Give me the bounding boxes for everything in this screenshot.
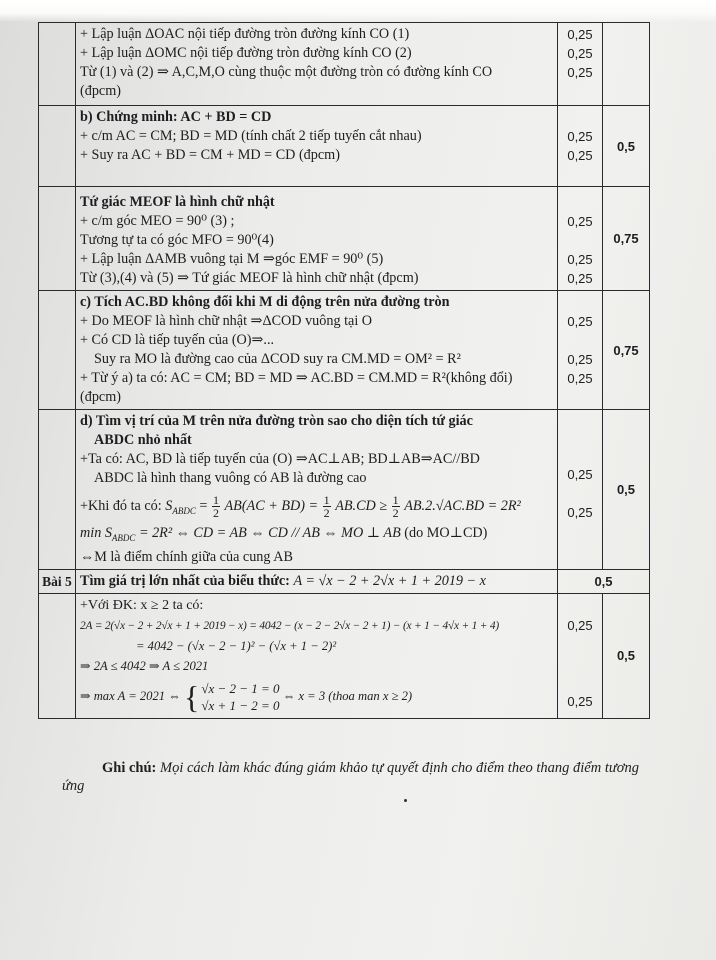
content-line: +Ta có: AC, BD là tiếp tuyến của (O) ⇒AC⊥AB; BD⊥AB⇒AC//BD: [80, 451, 480, 467]
formula-line: = 4042 − (√x − 2 − 1)² − (√x + 1 − 2)²: [136, 638, 337, 653]
footnote-text: Mọi cách làm khác đúng giám khảo tự quyết định cho điểm theo thang điểm tương: [156, 760, 640, 776]
content-line: Từ (1) và (2) ⇒ A,C,M,O cùng thuộc một đường tròn có đường kính CO: [80, 64, 493, 80]
formula-text: = 2R² ⇔ CD = AB ⇔ CD // AB ⇔ MO ⊥ AB: [135, 525, 401, 541]
formula-line: ⇒ 2A ≤ 4042 ⇒ A ≤ 2021: [80, 658, 209, 673]
total-cell: 0,75: [603, 291, 650, 410]
content-line: + Do MEOF là hình chữ nhật ⇒ΔCOD vuông tại O: [80, 313, 373, 329]
score-blank: [558, 484, 602, 503]
content-cell: [76, 187, 558, 291]
section-heading: ABDC nhỏ nhất: [94, 432, 192, 448]
problem-statement: [80, 572, 554, 591]
score-value: 0,25: [567, 27, 593, 42]
score-blank: [558, 331, 602, 350]
footnote: [102, 758, 662, 778]
formula-line: 2A = 2(√x − 2 + 2√x + 1 + 2019 − x) = 4042 − (x − 2 − 2√x − 2 + 1) − (x + 1 − 4√x + 1 + 4): [80, 619, 499, 632]
total-cell: 0,75: [603, 187, 650, 291]
score-cell: [558, 410, 603, 570]
total-cell: 0,5: [603, 410, 650, 570]
score-value: 0,25: [567, 46, 593, 61]
label-cell: [39, 593, 76, 718]
total-cell: [603, 23, 650, 106]
fraction: [212, 494, 220, 519]
content-line: + c/m góc MEO = 90⁰ (3) ;: [80, 213, 235, 229]
table-row: [39, 569, 650, 593]
formula-line: [80, 676, 554, 716]
footnote-label: Ghi chú:: [102, 760, 157, 776]
formula-line: [80, 524, 554, 548]
score-value: 0,25: [567, 252, 593, 267]
fraction-denominator: 2: [323, 506, 330, 521]
content-line: Suy ra MO là đường cao của ΔCOD suy ra CM.MD = OM² = R²: [94, 351, 461, 367]
table-row: [39, 291, 650, 410]
fraction: [392, 494, 400, 519]
score-cell: [558, 23, 603, 106]
section-heading: Tứ giác MEOF là hình chữ nhật: [80, 194, 275, 210]
label-cell: [39, 291, 76, 410]
total-cell: 0,5: [558, 569, 650, 593]
problem-formula: A = √x − 2 + 2√x + 1 + 2019 − x: [293, 572, 486, 589]
table-row: [39, 410, 650, 570]
score-value: 0,25: [567, 371, 593, 386]
table-row: [39, 106, 650, 187]
formula-text: min S: [80, 525, 112, 541]
equation-system: [201, 680, 279, 714]
formula-subscript: ABDC: [172, 505, 196, 516]
content-line: +Với ĐK: x ≥ 2 ta có:: [80, 597, 204, 613]
content-cell: [76, 569, 558, 593]
equation: √x + 1 − 2 = 0: [201, 697, 280, 713]
paper-top-edge: [0, 0, 716, 22]
content-line: + c/m AC = CM; BD = MD (tính chất 2 tiếp tuyến cắt nhau): [80, 128, 422, 144]
content-line: + Lập luận ΔOAC nội tiếp đường tròn đường kính CO (1): [80, 26, 410, 42]
content-line: (đpcm): [80, 83, 121, 99]
content-line: + Từ ý a) ta có: AC = CM; BD = MD ⇒ AC.BD = CM.MD = R²(không đổi): [80, 370, 513, 386]
table-row: [39, 23, 650, 106]
label-cell: [39, 187, 76, 291]
score-cell: [558, 106, 603, 187]
score-blank: [558, 654, 602, 673]
score-value: 0,25: [567, 129, 593, 144]
score-cell: [558, 291, 603, 410]
score-cell: [558, 593, 603, 718]
footnote-continuation: ứng: [62, 778, 85, 794]
formula-text: AB.2.√AC.BD = 2R²: [404, 498, 521, 514]
fraction-numerator: 1: [212, 493, 219, 508]
fraction-denominator: 2: [212, 506, 219, 521]
section-heading: d) Tìm vị trí của M trên nửa đường tròn sao cho diện tích tứ giác: [80, 413, 473, 429]
problem-label: Bài 5: [39, 569, 76, 593]
label-cell: [39, 410, 76, 570]
score-blank: [558, 231, 602, 250]
score-value: 0,25: [567, 271, 593, 286]
score-value: 0,25: [567, 505, 593, 520]
brace-symbol: {: [183, 678, 200, 715]
formula-text: (do MO⊥CD): [400, 525, 488, 541]
content-line: ⇔M là điểm chính giữa của cung AB: [80, 548, 293, 565]
formula-text: +Khi đó ta có:: [80, 498, 162, 514]
fraction: [323, 494, 331, 519]
score-value: 0,25: [567, 65, 593, 80]
section-heading: b) Chứng minh: AC + BD = CD: [80, 109, 272, 125]
score-value: 0,25: [567, 352, 593, 367]
content-cell: [76, 106, 558, 187]
equation: √x − 2 − 1 = 0: [201, 680, 280, 696]
score-value: 0,25: [567, 693, 593, 709]
content-line: Từ (3),(4) và (5) ⇒ Tứ giác MEOF là hình chữ nhật (đpcm): [80, 270, 419, 286]
score-value: 0,25: [567, 617, 593, 633]
formula-subscript: ABDC: [111, 532, 136, 543]
problem-text: Tìm giá trị lớn nhất của biểu thức:: [80, 572, 294, 589]
content-line: + Suy ra AC + BD = CM + MD = CD (đpcm): [80, 147, 340, 163]
content-line: Tương tự ta có góc MFO = 90⁰(4): [80, 232, 274, 248]
content-line: + Lập luận ΔOMC nội tiếp đường tròn đường kính CO (2): [80, 45, 412, 61]
content-cell: [76, 23, 558, 106]
score-blank: [558, 673, 602, 692]
score-value: 0,25: [567, 314, 593, 329]
content-line: + Có CD là tiếp tuyến của (O)⇒...: [80, 332, 275, 348]
paper-mark: [404, 799, 407, 802]
content-cell: [76, 593, 558, 718]
formula-text: ⇒ max A = 2021 ⇔: [80, 688, 184, 703]
section-heading: c) Tích AC.BD không đổi khi M di động trên nửa đường tròn: [80, 294, 450, 310]
content-line: + Lập luận ΔAMB vuông tại M ⇒góc EMF = 90⁰ (5): [80, 251, 384, 267]
table-row: [39, 593, 650, 718]
score-cell: [558, 187, 603, 291]
fraction-numerator: 1: [392, 493, 399, 508]
score-value: 0,25: [567, 148, 593, 163]
marking-scheme-table: [38, 22, 650, 719]
formula-text: S: [165, 498, 173, 514]
total-cell: 0,5: [603, 106, 650, 187]
content-cell: [76, 291, 558, 410]
formula-text: AB.CD ≥: [335, 498, 391, 514]
table-row: [39, 187, 650, 291]
formula-text: =: [199, 498, 211, 514]
fraction-numerator: 1: [323, 493, 330, 508]
content-line: (đpcm): [80, 389, 121, 405]
fraction-denominator: 2: [392, 506, 399, 521]
score-blank: [558, 635, 602, 654]
label-cell: [39, 23, 76, 106]
content-line: ABDC là hình thang vuông có AB là đường cao: [94, 470, 367, 486]
total-cell: 0,5: [603, 593, 650, 718]
score-value: 0,25: [567, 467, 593, 482]
formula-line: [80, 488, 554, 524]
formula-text: AB(AC + BD) =: [224, 498, 322, 514]
label-cell: [39, 106, 76, 187]
formula-text: ⇔ x = 3 (thoa man x ≥ 2): [279, 688, 413, 703]
content-cell: [76, 410, 558, 570]
score-value: 0,25: [567, 214, 593, 229]
